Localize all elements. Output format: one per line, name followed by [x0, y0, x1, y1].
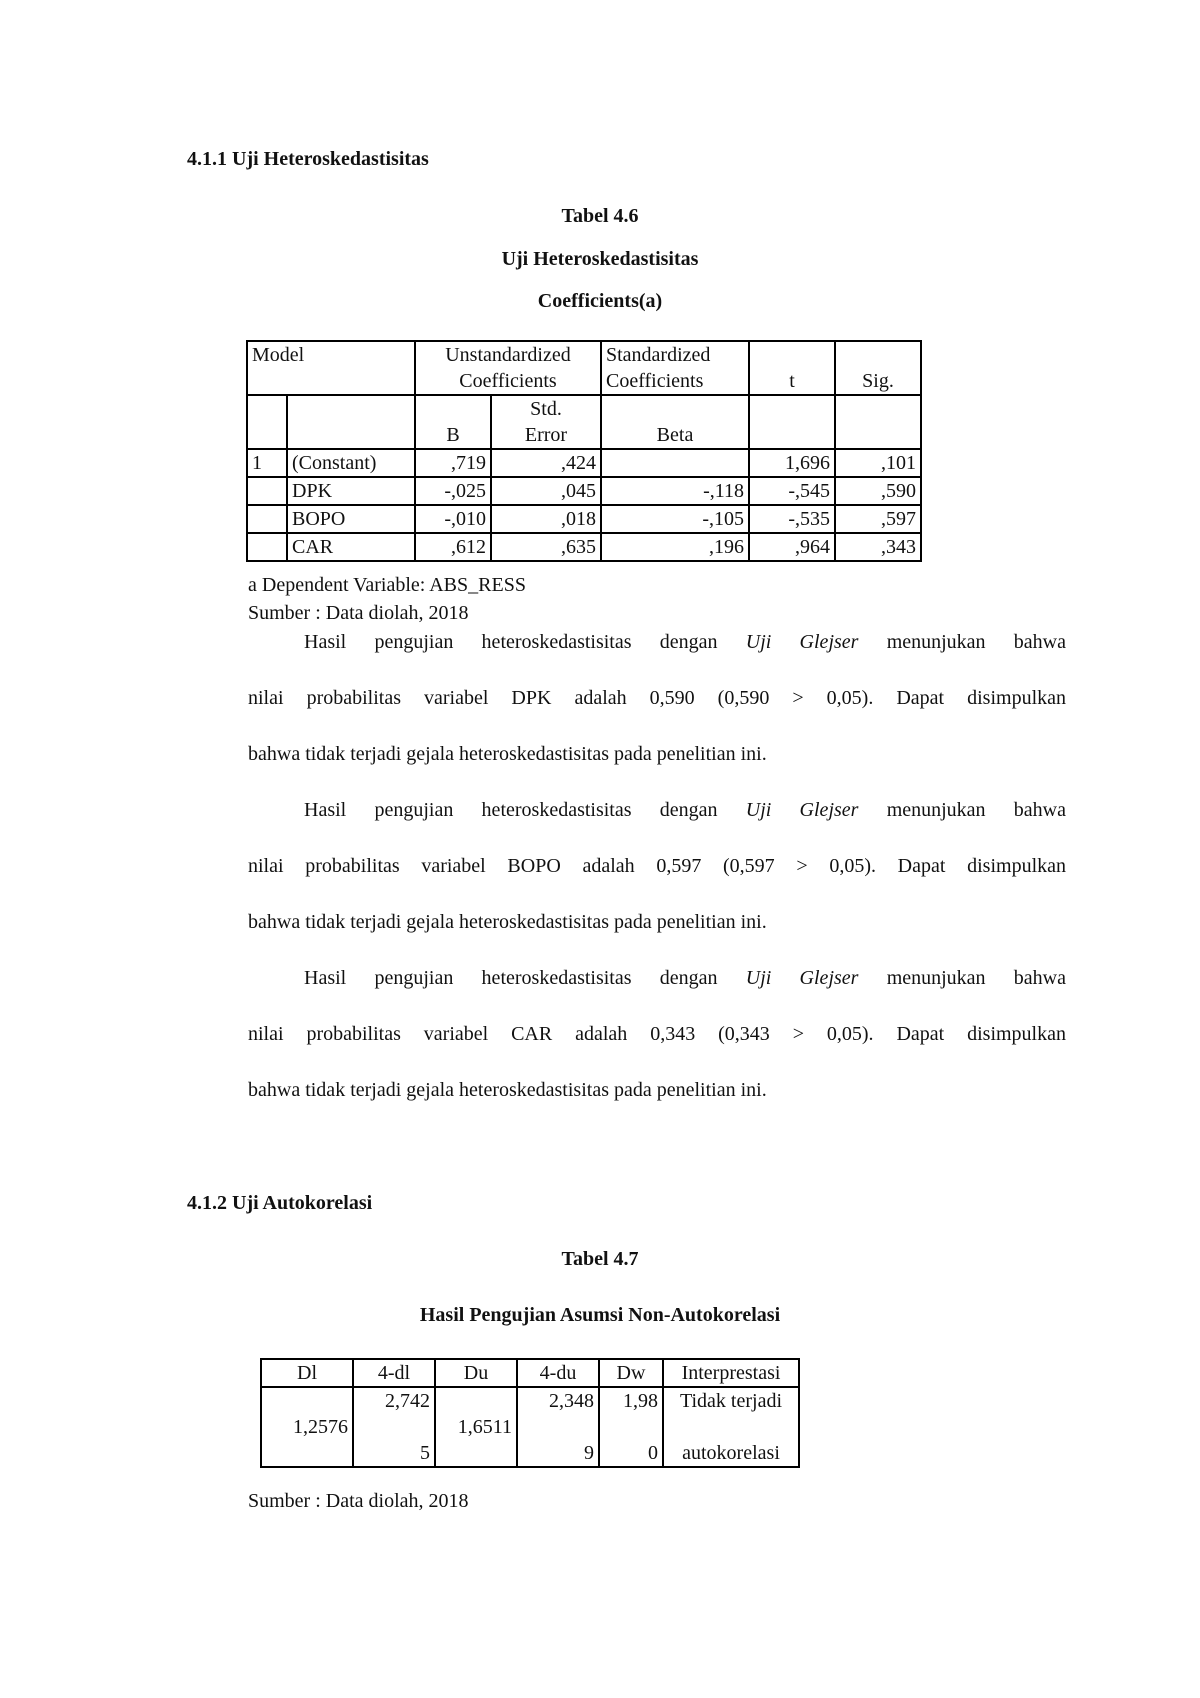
header-std-error: Std. Error: [491, 395, 601, 449]
paragraph-line: nilai probabilitas variabel DPK adalah 0,590 (0,590 > 0,05). Dapat disimpulkan: [248, 687, 1066, 709]
paragraph-car: [248, 950, 1066, 1118]
cell-dw: 1,98 0: [599, 1387, 663, 1467]
table-row: [261, 1387, 799, 1467]
autocorrelation-table: [260, 1358, 800, 1468]
paragraph-line: nilai probabilitas variabel CAR adalah 0,343 (0,343 > 0,05). Dapat disimpulkan: [248, 1023, 1066, 1045]
header-beta: Beta: [601, 395, 749, 449]
paragraph-line: nilai probabilitas variabel BOPO adalah 0,597 (0,597 > 0,05). Dapat disimpulkan: [248, 855, 1066, 877]
paragraph-line: bahwa tidak terjadi gejala heteroskedastisitas pada penelitian ini.: [248, 743, 767, 765]
header-t: t: [749, 341, 835, 395]
header-model: Model: [247, 341, 415, 395]
table-subheader-row: [247, 395, 921, 449]
table-row: CAR ,612 ,635 ,196 ,964 ,343: [247, 533, 921, 561]
table-footnote: a Dependent Variable: ABS_RESS: [248, 574, 526, 596]
paragraph-line: bahwa tidak terjadi gejala heteroskedastisitas pada penelitian ini.: [248, 911, 767, 933]
table-row: 1 (Constant) ,719 ,424 1,696 ,101: [247, 449, 921, 477]
cell-4-du: 2,348 9: [517, 1387, 599, 1467]
paragraph-line: bahwa tidak terjadi gejala heteroskedastisitas pada penelitian ini.: [248, 1079, 767, 1101]
paragraph-line: Hasil pengujian heteroskedastisitas dengan Uji Glejser menunjukan bahwa: [304, 967, 1066, 989]
header-standardized: Standardized Coefficients: [601, 341, 749, 395]
table-4-7-label: Tabel 4.7: [561, 1248, 639, 1270]
header-sig: Sig.: [835, 341, 921, 395]
coefficients-table: [246, 340, 922, 562]
section-heading-heteroskedastisitas: 4.1.1 Uji Heteroskedastisitas: [187, 148, 429, 170]
header-unstandardized: Unstandardized Coefficients: [415, 341, 601, 395]
table-4-7-title: Hasil Pengujian Asumsi Non-Autokorelasi: [419, 1304, 781, 1326]
table-row: BOPO -,010 ,018 -,105 -,535 ,597: [247, 505, 921, 533]
table-source: Sumber : Data diolah, 2018: [248, 602, 469, 624]
section-heading-autokorelasi: 4.1.2 Uji Autokorelasi: [187, 1192, 373, 1214]
cell-dl: 1,2576: [261, 1387, 353, 1467]
cell-4-dl: 2,742 5: [353, 1387, 435, 1467]
paragraph-dpk: [248, 614, 1066, 782]
table-header-row: [247, 341, 921, 395]
table-4-6-title: Uji Heteroskedastisitas: [501, 248, 699, 270]
table-header-row: Dl 4-dl Du 4-du Dw Interprestasi: [261, 1359, 799, 1387]
table-4-6-label: Tabel 4.6: [561, 205, 639, 227]
cell-du: 1,6511: [435, 1387, 517, 1467]
table-4-7-source: Sumber : Data diolah, 2018: [248, 1490, 469, 1512]
table-row: DPK -,025 ,045 -,118 -,545 ,590: [247, 477, 921, 505]
paragraph-line: Hasil pengujian heteroskedastisitas dengan Uji Glejser menunjukan bahwa: [304, 799, 1066, 821]
paragraph-bopo: [248, 782, 1066, 950]
table-4-6-subtitle: Coefficients(a): [537, 290, 663, 312]
cell-interpretation: Tidak terjadi autokorelasi: [663, 1387, 799, 1467]
paragraph-line: Hasil pengujian heteroskedastisitas dengan Uji Glejser menunjukan bahwa: [304, 631, 1066, 653]
header-b: B: [415, 395, 491, 449]
